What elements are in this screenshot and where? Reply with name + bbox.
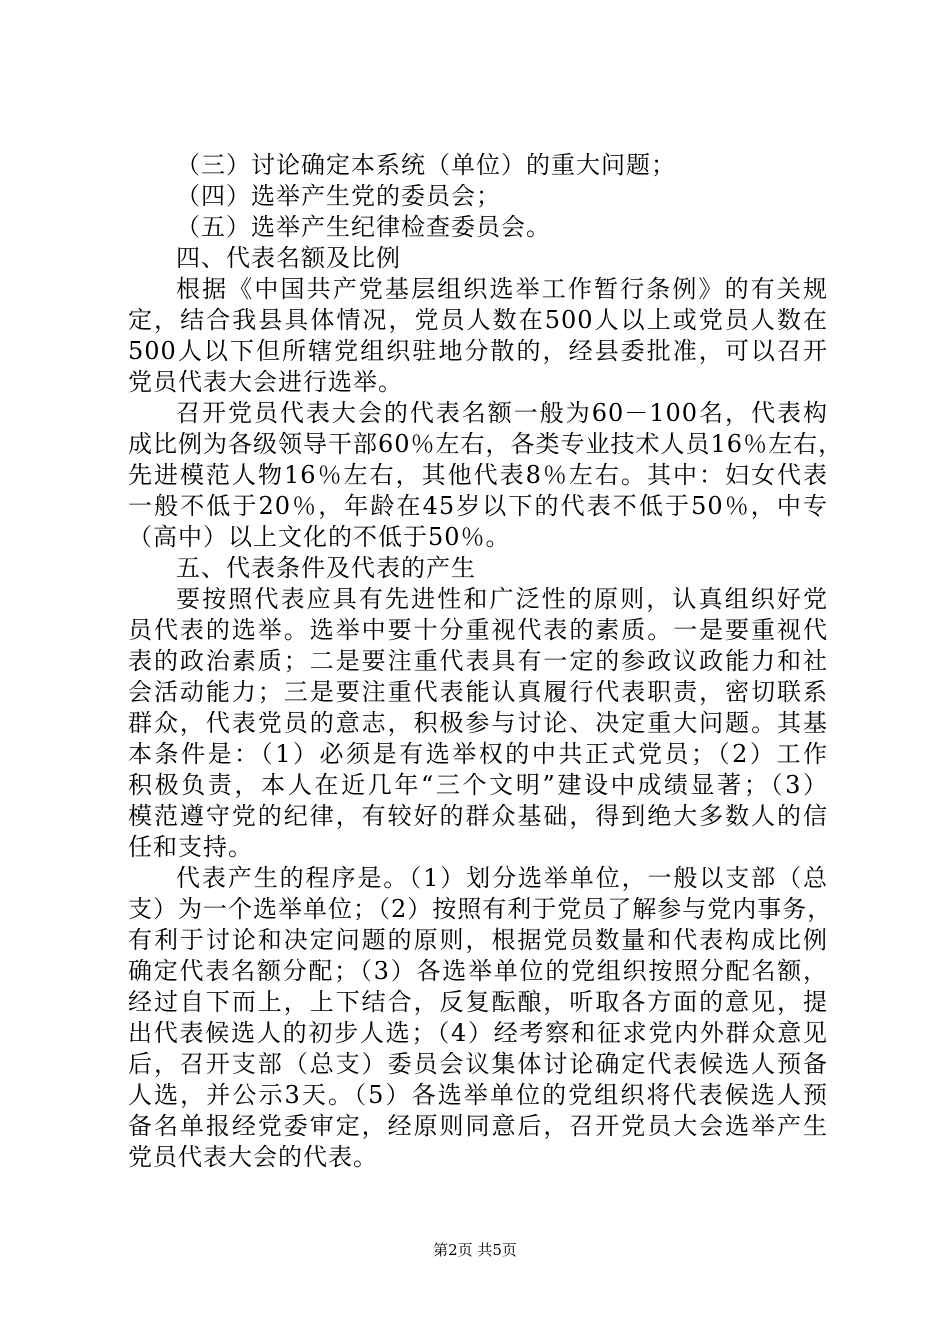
- text-line: 出代表候选人的初步人选；（4）经考察和征求党内外群众意见: [128, 1019, 828, 1047]
- text-line: 要按照代表应具有先进性和广泛性的原则，认真组织好党: [176, 585, 828, 613]
- text-line: 500人以下但所辖党组织驻地分散的，经县委批准，可以召开: [128, 337, 828, 365]
- text-line: 会活动能力；三是要注重代表能认真履行代表职责，密切联系: [128, 678, 828, 706]
- text-line: 人选，并公示3天。（5）各选举单位的党组织将代表候选人预: [128, 1081, 828, 1109]
- text-line: 积极负责，本人在近几年“三个文明”建设中成绩显著；（3）: [128, 771, 828, 799]
- text-line: 支）为一个选举单位；（2）按照有利于党员了解参与党内事务，: [128, 895, 833, 923]
- text-line: 成比例为各级领导干部60％左右，各类专业技术人员16％左右，: [128, 430, 844, 458]
- text-line: 代表产生的程序是。（1）划分选举单位，一般以支部（总: [176, 864, 828, 892]
- text-line: 模范遵守党的纪律，有较好的群众基础，得到绝大多数人的信: [128, 802, 828, 830]
- text-line: 党员代表大会的代表。: [128, 1143, 378, 1171]
- text-line: 根据《中国共产党基层组织选举工作暂行条例》的有关规: [176, 275, 828, 303]
- text-line: 后，召开支部（总支）委员会议集体讨论确定代表候选人预备: [128, 1050, 828, 1078]
- text-line: 经过自下而上，上下结合，反复酝酿，听取各方面的意见，提: [128, 988, 828, 1016]
- text-line: 五、代表条件及代表的产生: [176, 554, 476, 582]
- text-line: 表的政治素质；二是要注重代表具有一定的参政议政能力和社: [128, 647, 828, 675]
- text-line: 备名单报经党委审定，经原则同意后，召开党员大会选举产生: [128, 1112, 828, 1140]
- text-line: 定，结合我县具体情况，党员人数在500人以上或党员人数在: [128, 306, 828, 334]
- text-line: （四）选举产生党的委员会；: [176, 182, 501, 210]
- text-line: （三）讨论确定本系统（单位）的重大问题；: [176, 151, 676, 179]
- text-line: 任和支持。: [128, 833, 253, 861]
- text-line: 有利于讨论和决定问题的原则，根据党员数量和代表构成比例: [128, 926, 828, 954]
- text-line: （五）选举产生纪律检查委员会。: [176, 213, 551, 241]
- text-line: 一般不低于20％，年龄在45岁以下的代表不低于50％，中专: [128, 492, 828, 520]
- text-line: 党员代表大会进行选举。: [128, 368, 403, 396]
- text-line: 先进模范人物16％左右，其他代表8％左右。其中：妇女代表: [128, 461, 828, 489]
- text-line: 四、代表名额及比例: [176, 244, 401, 272]
- text-line: 员代表的选举。选举中要十分重视代表的素质。一是要重视代: [128, 616, 828, 644]
- text-line: 召开党员代表大会的代表名额一般为60－100名，代表构: [176, 399, 828, 427]
- page-footer: 第2页 共5页: [433, 1241, 517, 1259]
- document-body: [128, 150, 844, 1173]
- text-line: 群众，代表党员的意志，积极参与讨论、决定重大问题。其基: [128, 709, 828, 737]
- text-line: 确定代表名额分配；（3）各选举单位的党组织按照分配名额，: [128, 957, 828, 985]
- text-line: 本条件是：（1）必须是有选举权的中共正式党员；（2）工作: [128, 740, 828, 768]
- text-line: （高中）以上文化的不低于50％。: [128, 523, 511, 551]
